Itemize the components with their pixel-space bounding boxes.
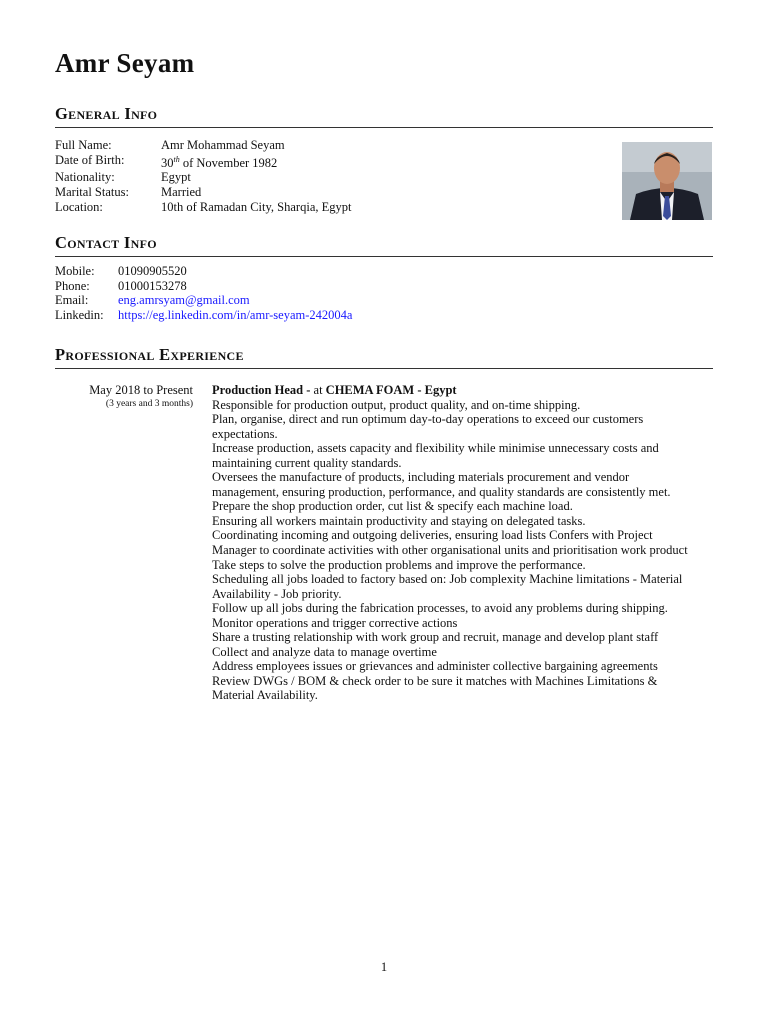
field-label: Linkedin: (55, 307, 104, 322)
field-label: Location: (55, 199, 103, 214)
section-divider (55, 127, 713, 128)
duty-item: Prepare the shop production order, cut list & specify each machine load. (212, 499, 573, 514)
field-label: Marital Status: (55, 184, 129, 199)
field-label: Nationality: (55, 170, 115, 185)
field-value: Egypt (161, 170, 191, 185)
field-label: Mobile: (55, 264, 95, 278)
employment-duration: (3 years and 3 months) (105, 399, 193, 409)
page-number: 1 (380, 960, 388, 974)
experience-entry (212, 383, 692, 703)
duty-item: Monitor operations and trigger corrective actions (212, 615, 458, 630)
company-name: CHEMA FOAM - Egypt (325, 383, 457, 397)
duty-item: Scheduling all jobs loaded to factory based on: Job complexity Machine limitations - Material Availability - Job priority. (212, 572, 683, 601)
mobile-value: 01090905520 (118, 264, 187, 278)
duty-item: Coordinating incoming and outgoing deliveries, ensuring load lists Confers with Project Manager to coordinate activities with other organisational units and prioritisation work product (212, 528, 688, 558)
duty-item: Take steps to solve the production problems and improve the performance. (212, 557, 586, 572)
duty-item: Share a trusting relationship with work group and recruit, manage and develop plant staff (212, 630, 659, 645)
candidate-name: Amr Seyam (55, 48, 195, 78)
contact-row (55, 293, 352, 308)
duty-item: Address employees issues or grievances and administer collective bargaining agreements (212, 659, 658, 674)
field-value: Married (161, 184, 202, 199)
email-link[interactable]: eng.amrsyam@gmail.com (118, 293, 250, 308)
section-divider (55, 256, 713, 257)
employment-period: May 2018 to Present (89, 383, 193, 397)
job-role: Production Head - (212, 383, 311, 397)
duty-item: Ensuring all workers maintain productivity and staying on delegated tasks. (212, 513, 586, 528)
general-info-row (55, 200, 351, 215)
general-info-row (55, 170, 351, 185)
field-label: Phone: (55, 278, 90, 293)
contact-info-list (55, 264, 352, 322)
section-title-contact-info: Contact Info (55, 233, 157, 252)
field-label: Full Name: (55, 138, 112, 152)
duty-item: Follow up all jobs during the fabrication processes, to avoid any problems during shipping. (212, 601, 668, 616)
contact-row (55, 308, 352, 323)
section-title-professional-experience: Professional Experience (55, 345, 244, 364)
linkedin-link[interactable]: https://eg.linkedin.com/in/amr-seyam-242004a (118, 307, 353, 322)
duty-item: Review DWGs / BOM & check order to be sure it matches with Machines Limitations & Material Availability. (212, 673, 658, 703)
general-info-row (55, 138, 351, 153)
duty-item: Plan, organise, direct and run optimum day-to-day operations to exceed our customers expectations. (212, 412, 644, 441)
section-title-general-info: General Info (55, 104, 158, 123)
job-at: at (310, 383, 326, 397)
general-info-list (55, 138, 351, 214)
profile-photo (622, 142, 712, 220)
field-value: 10th of Ramadan City, Sharqia, Egypt (161, 199, 352, 214)
duty-item: Responsible for production output, product quality, and on-time shipping. (212, 397, 581, 412)
field-value: 30th of November 1982 (161, 154, 278, 170)
phone-value: 01000153278 (118, 278, 187, 293)
field-label: Date of Birth: (55, 152, 125, 167)
duty-item: Oversees the manufacture of products, including materials procurement and vendor management, ensuring production, performance, and quality standards are consistently met. (212, 470, 671, 499)
contact-row (55, 264, 352, 279)
general-info-row (55, 153, 351, 171)
contact-row (55, 279, 352, 294)
section-divider (55, 368, 713, 369)
general-info-row (55, 185, 351, 200)
job-title-line (212, 383, 692, 398)
duty-item: Increase production, assets capacity and flexibility while minimise unnecessary costs and maintaining current quality standards. (212, 441, 659, 470)
duty-item: Collect and analyze data to manage overtime (212, 644, 437, 659)
field-value: Amr Mohammad Seyam (161, 138, 285, 152)
experience-dates (55, 383, 193, 411)
field-label: Email: (55, 293, 89, 308)
